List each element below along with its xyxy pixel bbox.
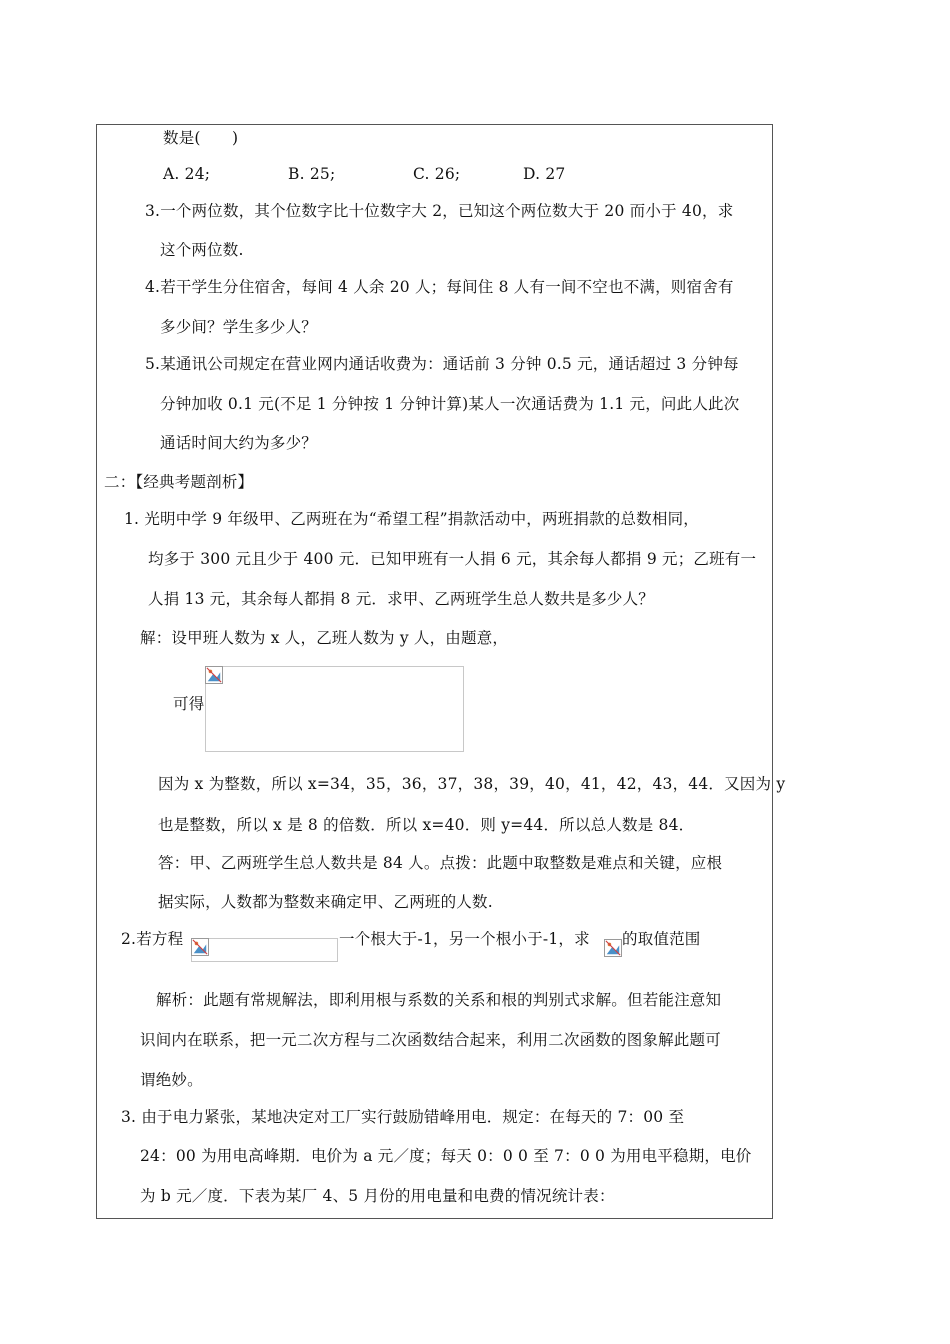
analysis-line1: 解析：此题有常规解法，即利用根与系数的关系和根的判别式求解。但若能注意知: [156, 991, 722, 1009]
question-tail: 数是( ): [163, 129, 239, 147]
question-5-line3: 通话时间大约为多少？: [160, 434, 318, 452]
example-2-middle: 一个根大于-1，另一个根小于-1，求: [339, 930, 590, 948]
answer-1-line1: 答：甲、乙两班学生总人数共是 84 人。点拨：此题中取整数是难点和关键，应根: [158, 854, 723, 872]
answer-1-line2: 据实际，人数都为整数来确定甲、乙两班的人数.: [158, 893, 493, 911]
example-3-line2: 24：00 为用电高峰期．电价为 a 元／度；每天 0：0 0 至 7：0 0 为用电平稳期，电价: [140, 1147, 752, 1165]
option-a: A. 24;: [163, 165, 211, 183]
example-2-prefix: 2.若方程: [121, 930, 184, 948]
question-3-line1: 3.一个两位数，其个位数字比十位数字大 2，已知这个两位数大于 20 而小于 40，求: [145, 202, 734, 220]
solution-1-setup: 解：设甲班人数为 x 人，乙班人数为 y 人，由题意，: [140, 629, 509, 647]
solution-1-line3: 也是整数，所以 x 是 8 的倍数．所以 x=40．则 y=44．所以总人数是 84．: [158, 816, 695, 834]
question-3-line2: 这个两位数.: [160, 241, 244, 259]
example-1-line1: 1. 光明中学 9 年级甲、乙两班在为“希望工程”捐款活动中，两班捐款的总数相同，: [124, 510, 699, 528]
question-5-line2: 分钟加收 0.1 元(不足 1 分钟按 1 分钟计算)某人一次通话费为 1.1 元，问此人此次: [160, 395, 740, 413]
analysis-line3: 谓绝妙。: [140, 1071, 203, 1089]
example-2-suffix: 的取值范围: [622, 930, 701, 948]
example-1-line2: 均多于 300 元且少于 400 元．已知甲班有一人捐 6 元，其余每人都捐 9 元；乙班有一: [148, 550, 757, 568]
solution-1-result-label: 可得: [173, 695, 205, 713]
option-b: B. 25;: [288, 165, 336, 183]
question-5-line1: 5.某通讯公司规定在营业网内通话收费为：通话前 3 分钟 0.5 元，通话超过 3 分钟每: [145, 355, 739, 373]
analysis-line2: 识间内在联系，把一元二次方程与二次函数结合起来，利用二次函数的图象解此题可: [140, 1031, 721, 1049]
equation-inline-image: [191, 938, 338, 962]
broken-image-icon: [191, 938, 209, 956]
example-3-line1: 3. 由于电力紧张，某地决定对工厂实行鼓励错峰用电．规定：在每天的 7：00 至: [121, 1108, 685, 1126]
broken-image-icon: [604, 939, 622, 957]
example-3-line3: 为 b 元／度．下表为某厂 4、5 月份的用电量和电费的情况统计表：: [140, 1187, 615, 1205]
question-4-line1: 4.若干学生分住宿舍，每间 4 人余 20 人；每间住 8 人有一间不空也不满，则宿舍有: [145, 278, 734, 296]
solution-1-line2: 因为 x 为整数，所以 x=34，35，36，37，38，39，40，41，42，43，44．又因为 y: [158, 775, 786, 793]
option-d: D. 27: [523, 165, 566, 183]
section-2-heading: 二：【经典考题剖析】: [104, 473, 254, 491]
question-4-line2: 多少间？学生多少人？: [160, 318, 318, 336]
equation-image-placeholder: [205, 666, 464, 752]
example-1-line3: 人捐 13 元，其余每人都捐 8 元．求甲、乙两班学生总人数共是多少人？: [148, 590, 654, 608]
option-c: C. 26;: [413, 165, 461, 183]
broken-image-icon: [205, 666, 223, 684]
